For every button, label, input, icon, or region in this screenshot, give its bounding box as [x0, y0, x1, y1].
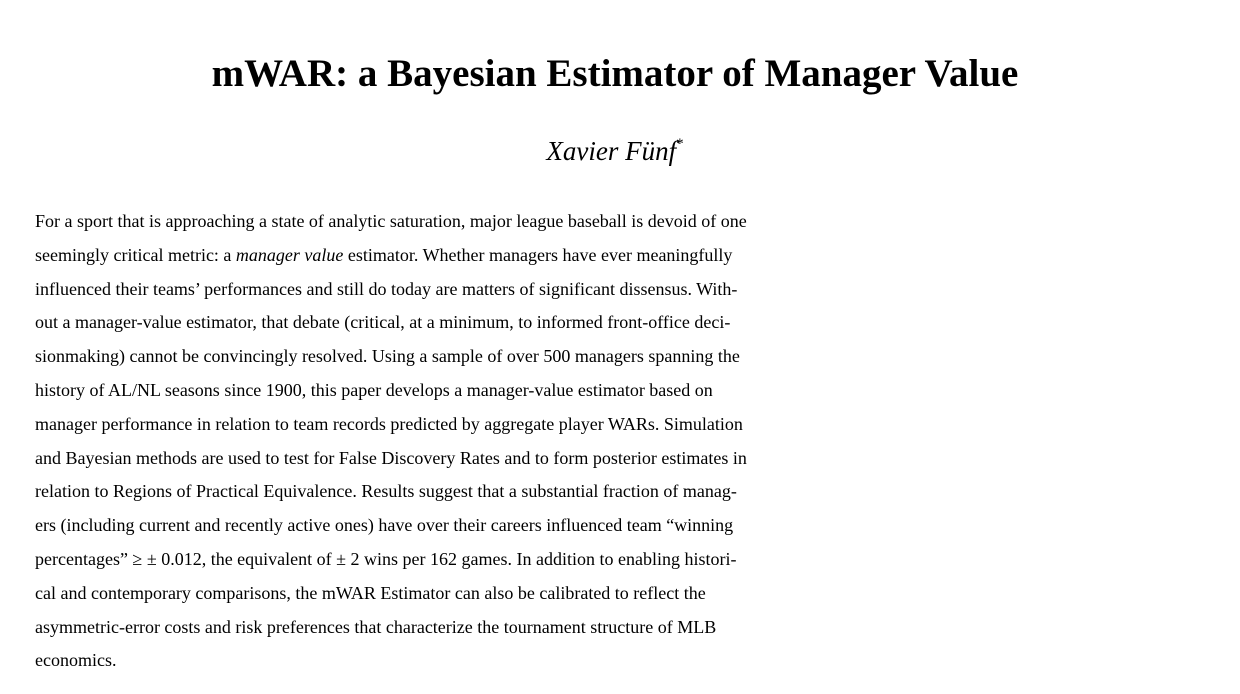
abstract-line	[35, 273, 1235, 307]
abstract-line	[35, 442, 1235, 476]
abstract-text: relation to Regions of Practical Equivalence. Results suggest that a substantial fraction of manag-	[35, 481, 737, 502]
author-name: Xavier Fünf	[546, 136, 677, 166]
abstract-text: economics.	[35, 650, 117, 671]
abstract-text: manager performance in relation to team records predicted by aggregate player WARs. Simulation	[35, 413, 743, 434]
abstract-text: seemingly critical metric: a	[35, 244, 236, 265]
abstract-emphasis: manager value	[235, 244, 344, 265]
abstract-line	[35, 475, 1235, 509]
author-line	[0, 133, 1230, 169]
abstract-line	[35, 611, 1235, 645]
abstract-line	[35, 306, 1235, 340]
abstract-line	[35, 644, 1235, 678]
abstract-line	[35, 509, 1235, 543]
abstract-line	[35, 239, 1235, 273]
abstract-text: For a sport that is approaching a state of analytic saturation, major league baseball is devoid of one	[35, 211, 747, 231]
abstract-text: asymmetric-error costs and risk preferences that characterize the tournament structure of MLB	[35, 616, 717, 637]
abstract-line	[35, 374, 1235, 408]
abstract-text: ers (including current and recently active ones) have over their careers influenced team “winning	[35, 515, 734, 536]
abstract-text: cal and contemporary comparisons, the mWAR Estimator can also be calibrated to reflect the	[35, 582, 706, 603]
abstract-line	[35, 205, 1235, 239]
abstract-text: and Bayesian methods are used to test for False Discovery Rates and to form posterior estimates in	[35, 447, 747, 468]
abstract-line	[35, 408, 1235, 442]
abstract-line	[35, 543, 1235, 577]
abstract-text: estimator. Whether managers have ever meaningfully	[343, 244, 733, 265]
abstract-text: percentages” ≥ ± 0.012, the equivalent of ± 2 wins per 162 games. In addition to enabling histori-	[35, 548, 737, 569]
abstract-text: sionmaking) cannot be convincingly resolved. Using a sample of over 500 managers spanning the	[35, 346, 740, 367]
author-footnote-mark: *	[676, 136, 684, 152]
abstract-text: influenced their teams’ performances and still do today are matters of significant dissensus. With-	[35, 278, 738, 299]
paper-title: mWAR: a Bayesian Estimator of Manager Value	[211, 52, 1019, 95]
abstract-text: out a manager-value estimator, that debate (critical, at a minimum, to informed front-office deci-	[35, 312, 731, 333]
abstract-line	[35, 577, 1235, 611]
abstract-text: history of AL/NL seasons since 1900, this paper develops a manager-value estimator based on	[35, 379, 713, 400]
abstract-line	[35, 340, 1235, 374]
abstract	[35, 205, 1235, 678]
